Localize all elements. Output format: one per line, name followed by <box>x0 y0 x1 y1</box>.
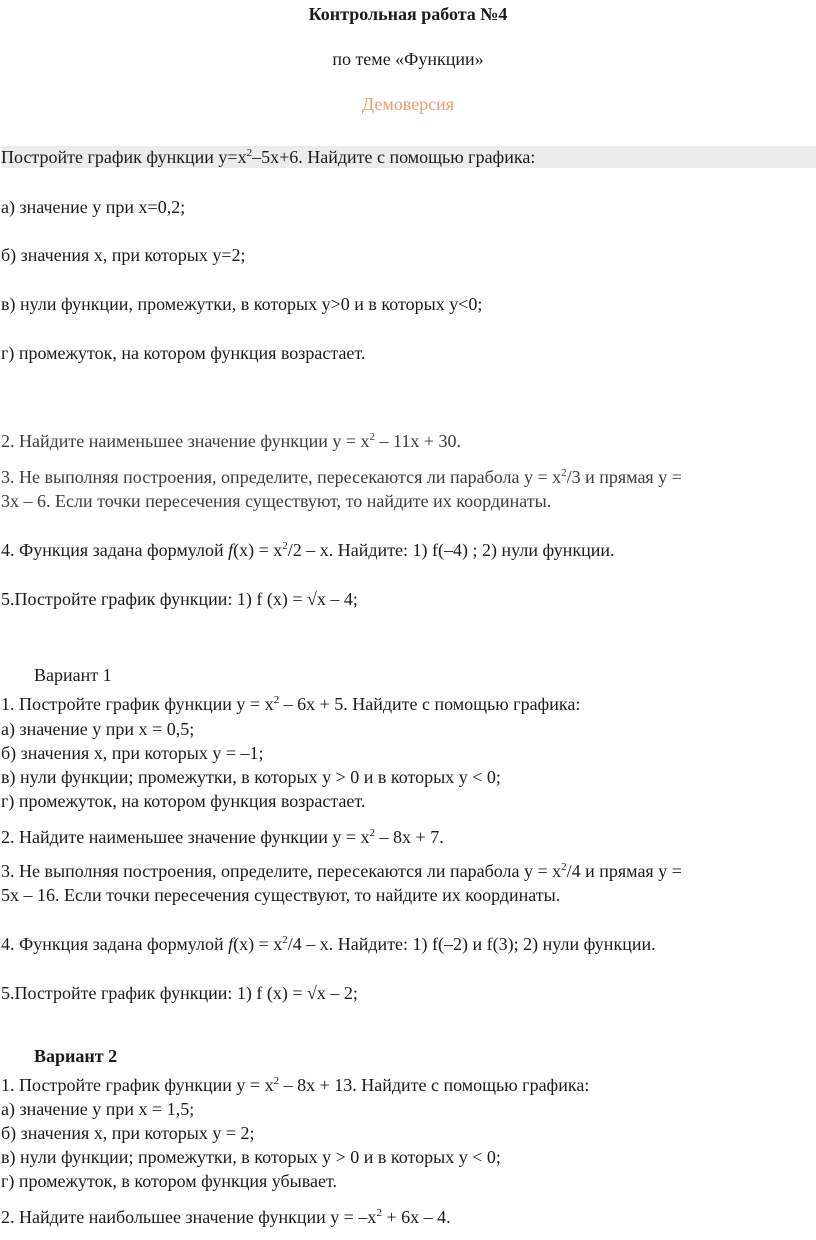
variant-2-task-1-text: 1. Постройте график функции y = x <box>1 1075 274 1095</box>
demo-label: Демоверсия <box>361 94 455 114</box>
variant-2-task-2-text: 2. Найдите наибольшее значение функции y = –x <box>1 1207 377 1227</box>
document-title: Контрольная работа №4 <box>308 4 508 24</box>
exponent: 2 <box>282 540 288 552</box>
demo-task-4-text-end: /2 – x. Найдите: 1) f(–4) ; 2) нули функции. <box>287 540 615 560</box>
variant-1-task-2 <box>1 826 444 848</box>
demo-task-2-text: 2. Найдите наименьшее значение функции y = x <box>1 431 370 451</box>
demo-task-1-part-c: в) нули функции, промежутки, в которых y>0 и в которых y<0; <box>1 294 483 314</box>
exponent: 2 <box>369 827 376 839</box>
demo-task-3-line-1 <box>1 466 682 488</box>
demo-task-2 <box>1 430 461 452</box>
demo-task-3-text: 3. Не выполняя построения, определите, пересекаются ли парабола y = x <box>1 467 562 487</box>
demo-task-4 <box>1 539 614 561</box>
variant-1-heading: Вариант 1 <box>34 665 112 685</box>
demo-task-1-text-end: –5x+6. Найдите с помощью графика: <box>252 147 536 167</box>
demo-task-4-text: 4. Функция задана формулой <box>1 540 229 560</box>
variant-1-task-4-formula: (x) = x <box>233 934 283 954</box>
demo-task-2-text-end: – 11x + 30. <box>375 431 462 451</box>
demo-task-1-part-d: г) промежуток, на котором функция возрастает. <box>1 343 366 363</box>
variant-1-task-1-text-end: – 6x + 5. Найдите с помощью графика: <box>279 694 581 714</box>
variant-2-task-1-part-b: б) значения x, при которых y = 2; <box>1 1123 255 1143</box>
demo-task-5: 5.Постройте график функции: 1) f (x) = √x – 4; <box>1 589 358 609</box>
variant-1-task-4 <box>1 933 656 955</box>
variant-1-task-1-part-d: г) промежуток, на котором функция возрастает. <box>1 791 366 811</box>
variant-1-task-1 <box>1 693 580 715</box>
exponent: 2 <box>246 147 253 159</box>
demo-task-1-part-b: б) значения x, при которых y=2; <box>1 245 246 265</box>
demo-task-4-formula: (x) = x <box>233 540 283 560</box>
variant-1-task-3-text-end: /4 и прямая y = <box>566 861 682 881</box>
variant-2-task-1-part-c: в) нули функции; промежутки, в которых y > 0 и в которых y < 0; <box>1 1147 501 1167</box>
variant-2-heading: Вариант 2 <box>34 1046 118 1066</box>
variant-1-task-5: 5.Постройте график функции: 1) f (x) = √x – 2; <box>1 983 358 1003</box>
demo-task-3-text-end: /3 и прямая y = <box>566 467 682 487</box>
variant-2-task-2 <box>1 1206 451 1228</box>
demo-task-1-text: Постройте график функции y=x <box>1 147 247 167</box>
function-symbol: f <box>228 934 234 954</box>
variant-1-task-1-text: 1. Постройте график функции y = x <box>1 694 274 714</box>
demo-task-3-line-2: 3x – 6. Если точки пересечения существуют, то найдите их координаты. <box>1 491 552 511</box>
exponent: 2 <box>376 1207 382 1219</box>
variant-1-task-4-text-end: /4 – x. Найдите: 1) f(–2) и f(3); 2) нули функции. <box>287 934 656 954</box>
exponent: 2 <box>561 467 567 479</box>
variant-1-task-3-line-1 <box>1 860 682 882</box>
variant-1-task-2-text-end: – 8x + 7. <box>375 827 444 847</box>
variant-1-task-1-part-a: а) значение y при x = 0,5; <box>1 719 195 739</box>
variant-1-task-3-line-2: 5x – 16. Если точки пересечения существуют, то найдите их координаты. <box>1 885 561 905</box>
variant-1-task-1-part-c: в) нули функции; промежутки, в которых y > 0 и в которых y < 0; <box>1 767 501 787</box>
variant-2-task-2-text-end: + 6x – 4. <box>381 1207 451 1227</box>
variant-1-task-4-text: 4. Функция задана формулой <box>1 934 229 954</box>
variant-1-task-3-text: 3. Не выполняя построения, определите, пересекаются ли парабола y = x <box>1 861 562 881</box>
exponent: 2 <box>369 431 376 443</box>
exponent: 2 <box>273 694 280 706</box>
exponent: 2 <box>273 1075 280 1087</box>
variant-1-task-1-part-b: б) значения x, при которых y = –1; <box>1 743 264 763</box>
variant-2-task-1-part-a: а) значение y при x = 1,5; <box>1 1099 195 1119</box>
variant-1-task-2-text: 2. Найдите наименьшее значение функции y = x <box>1 827 370 847</box>
exponent: 2 <box>561 861 567 873</box>
variant-2-task-1-text-end: – 8x + 13. Найдите с помощью графика: <box>279 1075 590 1095</box>
demo-task-1 <box>1 146 816 168</box>
document-subtitle: по теме «Функции» <box>332 49 484 69</box>
function-symbol: f <box>228 540 234 560</box>
exponent: 2 <box>282 934 288 946</box>
variant-2-task-1 <box>1 1074 589 1096</box>
demo-task-1-part-a: а) значение y при x=0,2; <box>1 197 186 217</box>
variant-2-task-1-part-d: г) промежуток, в котором функция убывает. <box>1 1171 338 1191</box>
